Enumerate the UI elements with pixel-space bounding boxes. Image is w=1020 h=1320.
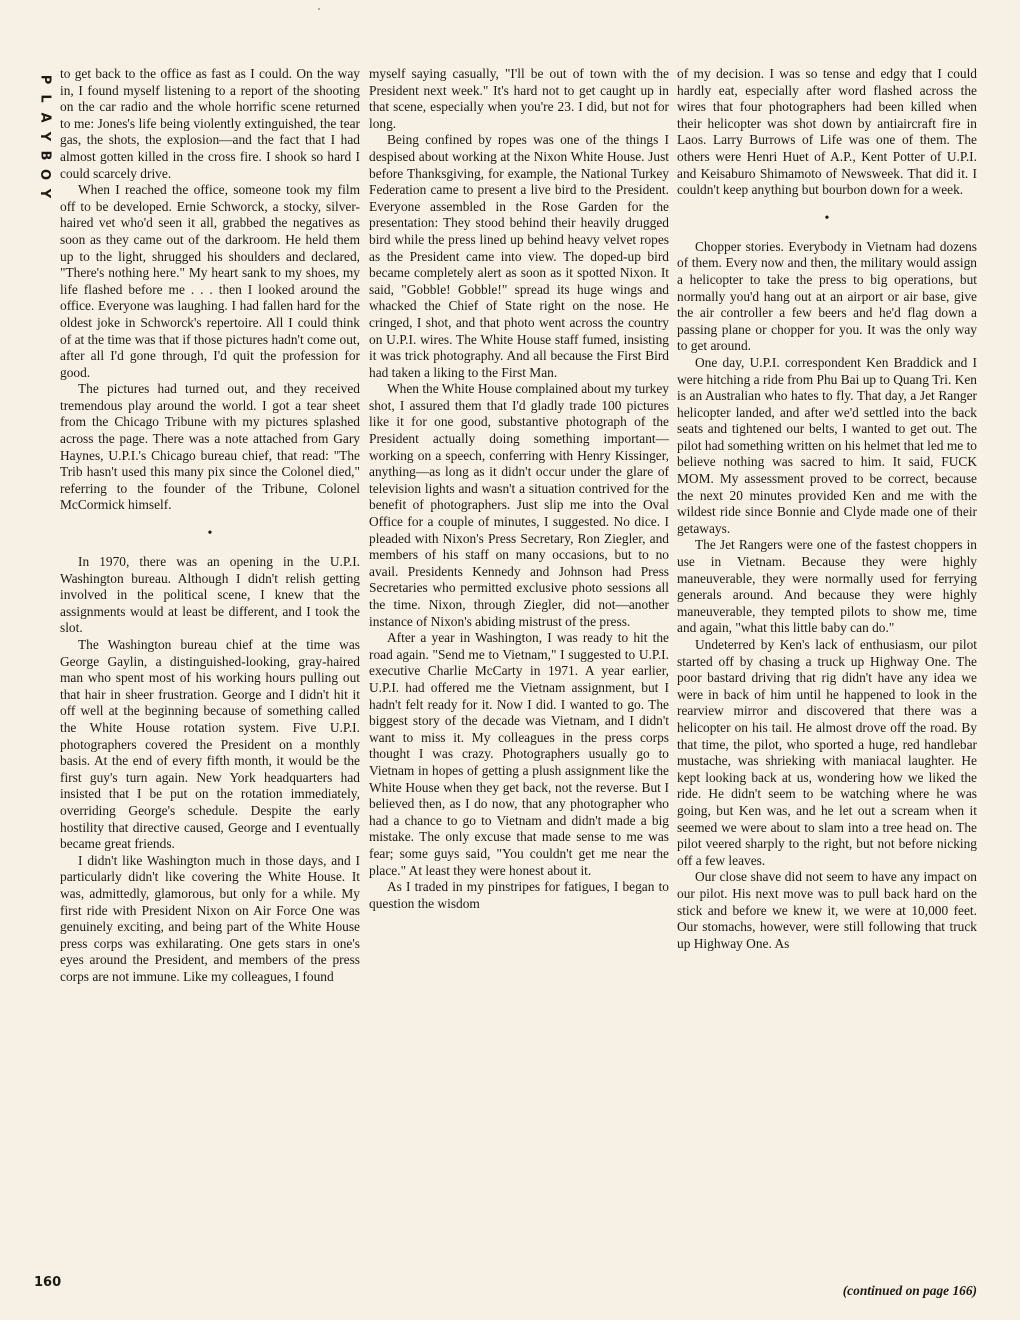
section-break-bullet: • [824,210,830,226]
article-paragraph: In 1970, there was an opening in the U.P.I. Washington bureau. Although I didn't relish getting involved in the political scene, I knew that the assignments would at least be different, and I took the slot. [60,554,360,636]
text-column-3 [677,66,977,952]
article-paragraph: The Jet Rangers were one of the fastest choppers in use in Vietnam. Because they were highly maneuverable, they were normally used for ferrying generals around. And because they were highly maneuverable, they tempted pilots to show me, time and again, "what this little baby can do." [677,537,977,636]
article-paragraph: As I traded in my pinstripes for fatigues, I began to question the wisdom [369,879,669,911]
article-paragraph: Undeterred by Ken's lack of enthusiasm, our pilot started off by chasing a truck up Highway One. The poor bastard driving that rig didn't have any idea we were in back of him until he happened to look in the rearview mirror and discovered that there was a helicopter on his tail. He almost drove off the road. By that time, the pilot, who sported a huge, red handlebar mustache, was shrieking with maniacal laughter. He kept looking back at us, wondering how we liked the ride. He didn't seem to be watching where he was going, but Ken was, and he let out a scream when it seemed we were about to slam into a tree head on. The pilot veered sharply to the right, but not before nicking off a few leaves. [677,637,977,868]
masthead-letter: Y [37,188,53,199]
page-number: 160 [34,1275,62,1290]
masthead-letter: O [37,168,53,181]
article-paragraph: After a year in Washington, I was ready to hit the road again. "Send me to Vietnam," I suggested to U.P.I. executive Charlie McCarty in 1971. A year earlier, U.P.I. had offered me the Vietnam assignment, but I hadn't felt ready for it. Now I did. I wanted to go. The biggest story of the decade was Vietnam, and I didn't want to miss it. My colleagues in the press corps thought I was crazy. Photographers usually go to Vietnam in hopes of getting a plush assignment like the White House when they get back, not the reverse. But I believed then, as I do now, that any photographer who had a chance to go to Vietnam and didn't made a big mistake. The only excuse that made sense to me was fear; some guys said, "You couldn't get me near the place." At least they were honest about it. [369,630,669,878]
masthead-vertical [33,70,57,203]
masthead-letter: Y [37,131,53,142]
text-column-2 [369,66,669,912]
text-column-1 [60,66,360,985]
article-paragraph: When the White House complained about my turkey shot, I assured them that I'd gladly trade 100 pictures like it for one good, substantive photograph of the President actually doing something important—working on a speech, conferring with Henry Kissinger, anything—as long as it didn't occur under the glare of television lights and wasn't a situation contrived for the benefit of photographers. Just slip me into the Oval Office for a couple of minutes, I suggested. No dice. I pleaded with Nixon's Press Secretary, Ron Ziegler, and members of his staff on many occasions, but to no avail. Presidents Kennedy and Johnson had Press Secretaries who permitted exclusive photo sessions all the time. Nixon, through Ziegler, did not—another instance of Nixon's abiding mistrust of the press. [369,381,669,629]
continued-note: (continued on page 166) [842,1283,977,1298]
article-paragraph: The Washington bureau chief at the time was George Gaylin, a distinguished-looking, gray-haired man who spent most of his working hours pulling out that hair in sheer frustration. George and I didn't hit it off well at the beginning because of something called the White House rotation system. Five U.P.I. photographers covered the President on a monthly basis. At the end of every fifth month, it would be the first guy's turn again. New York headquarters had insisted that I be put on the rotation immediately, overriding George's schedule. Despite the early hostility that directive caused, George and I eventually became great friends. [60,637,360,852]
article-paragraph: Being confined by ropes was one of the things I despised about working at the Nixon White House. Just before Thanksgiving, for example, the National Turkey Federation came to present a live bird to the President. Everyone assembled in the Rose Garden for the presentation: They stood behind their heavily drugged bird while the press lined up behind heavy velvet ropes as the President came into view. The doped-up bird became completely alert as soon as it spotted Nixon. It said, "Gobble! Gobble!" spread its huge wings and whacked the Chief of State right on the nose. He cringed, I shot, and that photo went across the country on U.P.I. wires. The White House staff fumed, insisting it was trick photography. And all because the First Bird had taken a liking to the First Man. [369,132,669,380]
article-paragraph: myself saying casually, "I'll be out of town with the President next week." It's hard not to get caught up in that scene, especially when you're 23. I did, but not for long. [369,66,669,131]
masthead-letter: A [37,112,53,123]
print-speck [318,8,320,10]
article-paragraph: Chopper stories. Everybody in Vietnam had dozens of them. Every now and then, the military would assign a helicopter to take the press to big operations, but normally you'd hang out at an airport or air base, give the air controller a few beers and he'd flag down a passing plane or chopper for you. It was the only way to get around. [677,238,977,354]
article-paragraph: I didn't like Washington much in those days, and I particularly didn't like covering the White House. It was, admittedly, glamorous, but only for a while. My first ride with President Nixon on Air Force One was genuinely exciting, and being part of the White House press corps was exhilarating. One gets stars in one's eyes around the President, and members of the press corps are not immune. Like my colleagues, I found [60,852,360,984]
article-paragraph: When I reached the office, someone took my film off to be developed. Ernie Schworck, a stocky, silver-haired vet who'd seen it all, grabbed the negatives as soon as they came out of the darkroom. He held them up to the light, shrugged his shoulders and declared, "There's nothing here." My heart sank to my shoes, my life flashed before me . . . then I looked around the office. Everyone was laughing. I had fallen hard for the oldest joke in Schworck's repertoire. All I could think of at the time was that if those pictures hadn't come out, after all I'd gone through, I'd quit the profession for good. [60,182,360,380]
article-paragraph: The pictures had turned out, and they received tremendous play around the world. I got a tear sheet from the Chicago Tribune with my pictures splashed across the page. There was a note attached from Gary Haynes, U.P.I.'s Chicago bureau chief, that read: "The Trib hasn't used this many pix since the Colonel died," referring to the founder of the Tribune, Colonel McCormick himself. [60,381,360,513]
article-paragraph: to get back to the office as fast as I could. On the way in, I found myself listening to a report of the shooting on the car radio and the whole horrific scene returned to me: Jones's life being violently extinguished, the tear gas, the shots, the explosion—and the fact that I had almost gotten killed in the cross fire. I shook so hard I could scarcely drive. [60,66,360,181]
masthead-letter: B [37,150,53,161]
article-paragraph: One day, U.P.I. correspondent Ken Braddick and I were hitching a ride from Phu Bai up to Quang Tri. Ken is an Australian who hates to fly. That day, a Jet Ranger helicopter landed, and after we'd settled into the back seats and tightened our belts, I wanted to get out. The pilot had something written on his helmet that led me to believe nothing was sacred to him. It said, FUCK MOM. My assessment proved to be correct, because the next 20 minutes provided Ken and me with the wildest ride since Bonnie and Clyde made one of their getaways. [677,354,977,536]
article-paragraph: Our close shave did not seem to have any impact on our pilot. His next move was to pull back hard on the stick and before we knew it, we were at 10,000 feet. Our stomachs, however, were still following that truck up Highway One. As [677,869,977,951]
masthead-letter: P [37,74,53,85]
masthead-letter: L [37,94,53,103]
article-paragraph: of my decision. I was so tense and edgy that I could hardly eat, especially after word flashed across the wires that four photographers had been killed when their helicopter was shot down by antiaircraft fire in Laos. Larry Burrows of Life was one of them. The others were Henri Huet of A.P., Kent Potter of U.P.I. and Keisaburo Shimamoto of Newsweek. That did it. I couldn't keep anything but bourbon down for a week. [677,66,977,198]
section-break-bullet: • [207,526,213,542]
